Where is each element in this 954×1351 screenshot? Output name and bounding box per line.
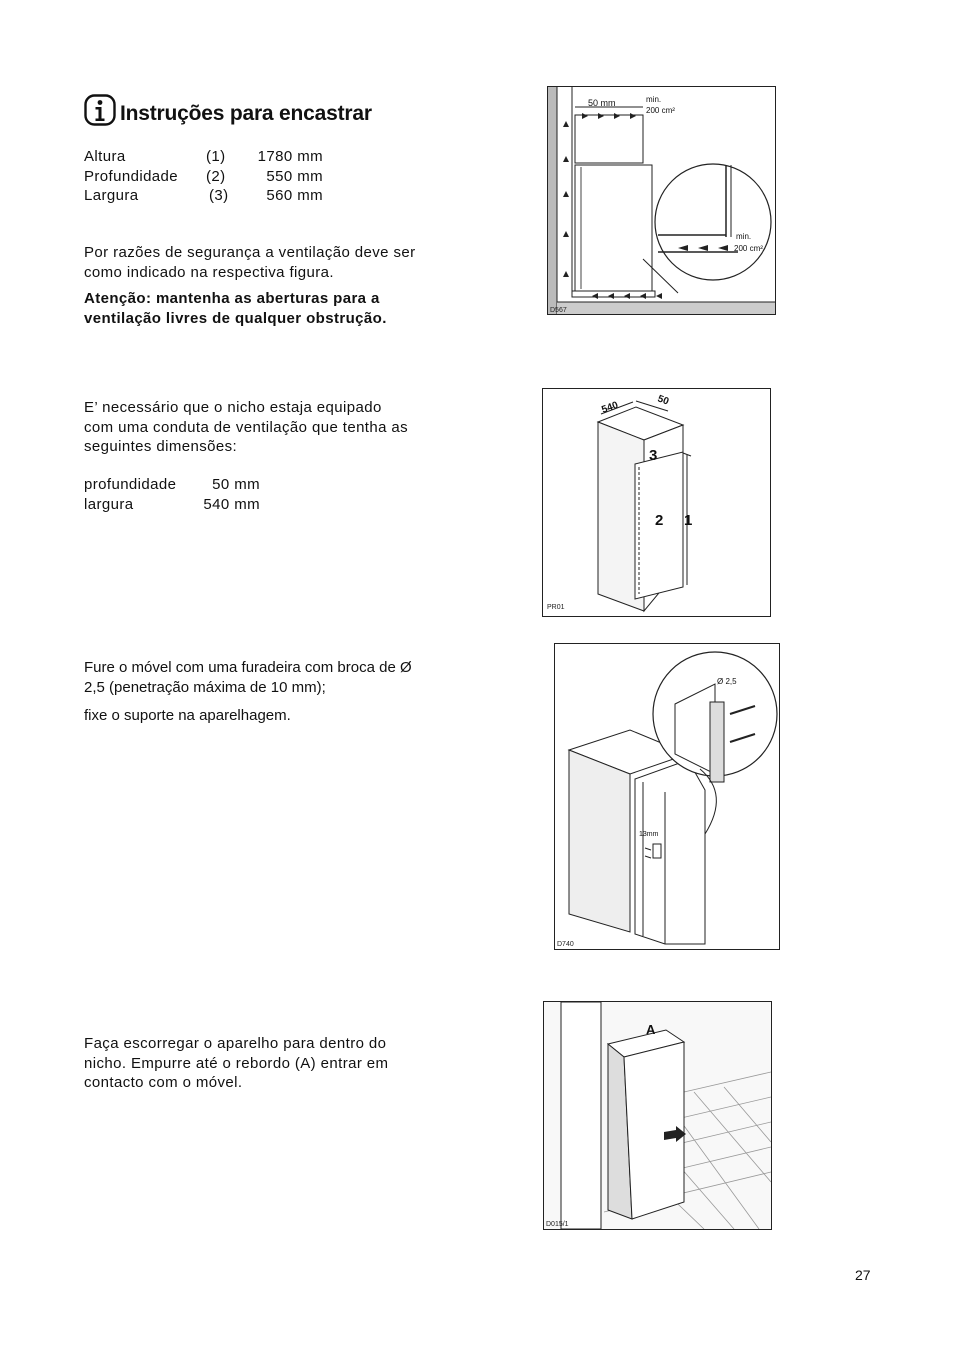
figure-code: D740 [557, 941, 574, 948]
min-label: min. [736, 232, 752, 241]
duct-dimension-row [84, 495, 260, 515]
duct-dimension-label: profundidade [84, 476, 177, 494]
dimension-label: Profundidade [84, 167, 179, 185]
dimension-value: 560 mm [266, 187, 323, 205]
ventilation-paragraph [84, 243, 416, 282]
width-label: 540 [600, 399, 620, 416]
ventilation-warning [84, 289, 387, 328]
ventilation-figure [547, 86, 776, 315]
duct-dimension-label: largura [84, 495, 134, 513]
niche-figure [542, 388, 771, 617]
duct-dimension-value: 540 mm [203, 495, 260, 513]
dimension-row [84, 186, 323, 206]
drilling-figure [554, 643, 780, 950]
slide-paragraph [84, 1034, 388, 1093]
page-number: 27 [855, 1267, 871, 1283]
drill-size-label: Ø 2,5 [717, 677, 737, 686]
text-line: contacto com o móvel. [84, 1074, 243, 1091]
dimension-row [84, 147, 323, 167]
label-2: 2 [655, 512, 664, 529]
gap-label: 50 mm [588, 98, 616, 108]
duct-dimension-row [84, 475, 260, 495]
dimension-row [84, 167, 323, 187]
label-3: 3 [649, 447, 658, 464]
text-line: Por razões de segurança a ventilação deve ser [84, 244, 416, 261]
text-line: E’ necessário que o nicho estaja equipado [84, 399, 382, 416]
text-line: ventilação livres de qualquer obstrução. [84, 309, 387, 327]
drill-paragraph-2: fixe o suporte na aparelhagem. [84, 707, 291, 724]
area-label: 200 cm² [646, 106, 675, 115]
text-line: como indicado na respectiva figura. [84, 263, 334, 281]
dimension-label: Altura [84, 148, 126, 166]
dimension-value: 550 mm [266, 167, 323, 185]
text-line: nicho. Empurre até o rebordo (A) entrar em [84, 1054, 389, 1072]
drill-paragraph [84, 658, 412, 697]
text-line: com uma conduta de ventilação que tentha as [84, 418, 409, 436]
figure-code: D015/1 [546, 1221, 569, 1228]
flange-label: A [646, 1022, 656, 1037]
slide-figure [543, 1001, 772, 1230]
dimension-value: 1780 mm [257, 148, 323, 166]
dimension-number: (3) [209, 187, 229, 205]
dimension-number: (2) [206, 167, 226, 185]
depth-label: 50 [655, 393, 671, 408]
depth-label: 13mm [639, 831, 659, 838]
duct-dimensions [84, 475, 260, 514]
dimensions-table [84, 147, 323, 206]
label-1: 1 [684, 512, 693, 529]
text-line: seguintes dimensões: [84, 438, 238, 455]
figure-code: D567 [550, 307, 567, 314]
page-title: Instruções para encastrar [120, 102, 372, 125]
dimension-label: Largura [84, 187, 139, 205]
duct-paragraph [84, 398, 408, 457]
text-line: Faça escorregar o aparelho para dentro do [84, 1035, 387, 1052]
text-line: 2,5 (penetração máxima de 10 mm); [84, 678, 326, 696]
section-header [84, 94, 372, 126]
dimension-number: (1) [206, 148, 226, 166]
text-line: Fure o móvel com uma furadeira com broca de Ø [84, 659, 412, 676]
min-label: min. [646, 95, 662, 104]
area-label: 200 cm² [734, 244, 763, 253]
text-line: Atenção: mantenha as aberturas para a [84, 290, 380, 307]
figure-code: PR01 [547, 604, 565, 611]
info-icon [84, 94, 116, 126]
duct-dimension-value: 50 mm [212, 476, 260, 494]
